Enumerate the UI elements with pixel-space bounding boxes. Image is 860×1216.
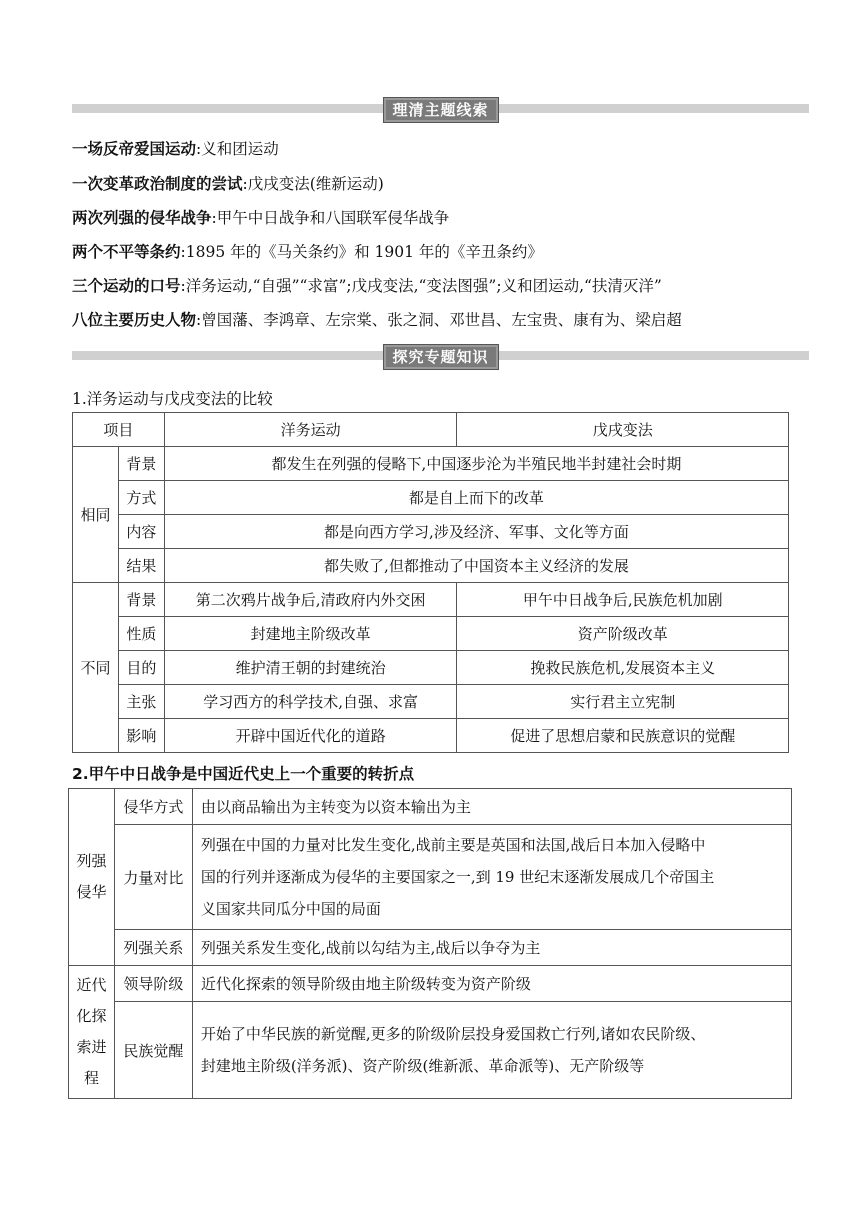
- merged-cell: 都失败了,但都推动了中国资本主义经济的发展: [164, 549, 788, 583]
- aspect-cell: 结果: [118, 549, 164, 583]
- diff-label: 不同: [73, 583, 119, 753]
- col1-cell: 封建地主阶级改革: [164, 617, 457, 651]
- group-label-line: 侵华: [76, 883, 107, 901]
- table-row: [69, 1002, 792, 1099]
- same-label: 相同: [73, 447, 119, 583]
- aspect-cell: 主张: [118, 685, 164, 719]
- clue-label: 三个运动的口号: [72, 277, 181, 295]
- table-row: [73, 549, 789, 583]
- content-line: 列强在中国的力量对比发生变化,战前主要是英国和法国,战后日本加入侵略中: [200, 836, 706, 854]
- clue-text: :甲午中日战争和八国联军侵华战争: [211, 209, 450, 227]
- col1-cell: 维护清王朝的封建统治: [164, 651, 457, 685]
- clue-label: 两个不平等条约: [72, 243, 181, 261]
- group-label-line: 化探: [76, 1007, 107, 1025]
- clue-line: [72, 206, 449, 228]
- table-row: [69, 930, 792, 966]
- clue-text: :曾国藩、李鸿章、左宗棠、张之洞、邓世昌、左宝贵、康有为、梁启超: [196, 311, 682, 329]
- col1-cell: 第二次鸦片战争后,清政府内外交困: [164, 583, 457, 617]
- content-cell: 列强关系发生变化,战前以勾结为主,战后以争夺为主: [192, 930, 791, 966]
- content-cell: 近代化探索的领导阶级由地主阶级转变为资产阶级: [192, 966, 791, 1002]
- clue-line: [72, 274, 662, 296]
- col2-cell: 促进了思想启蒙和民族意识的觉醒: [457, 719, 789, 753]
- clue-label: 一次变革政治制度的尝试: [72, 175, 243, 193]
- aspect-cell: 方式: [118, 481, 164, 515]
- group2-label: [69, 966, 115, 1099]
- table-row: [69, 789, 792, 825]
- aspect-cell: 目的: [118, 651, 164, 685]
- clue-label: 两次列强的侵华战争: [72, 209, 212, 227]
- col1-cell: 开辟中国近代化的道路: [164, 719, 457, 753]
- clue-text: :戊戌变法(维新运动): [242, 175, 384, 193]
- group1-label: [69, 789, 115, 966]
- table-row: [73, 719, 789, 753]
- merged-cell: 都是自上而下的改革: [164, 481, 788, 515]
- table-row: [73, 685, 789, 719]
- content-line: 义国家共同瓜分中国的局面: [200, 900, 381, 918]
- aspect-cell: 民族觉醒: [114, 1002, 192, 1099]
- aspect-cell: 侵华方式: [114, 789, 192, 825]
- section-banner-knowledge: [72, 344, 809, 368]
- clue-line: [72, 172, 384, 194]
- merged-cell: 都是向西方学习,涉及经济、军事、文化等方面: [164, 515, 788, 549]
- col1-cell: 学习西方的科学技术,自强、求富: [164, 685, 457, 719]
- clue-text: :洋务运动,“自强”“求富”;戊戌变法,“变法图强”;义和团运动,“扶清灭洋”: [180, 277, 662, 295]
- turning-point-heading: 2.甲午中日战争是中国近代史上一个重要的转折点: [72, 765, 415, 783]
- aspect-cell: 背景: [118, 447, 164, 481]
- header-item: 项目: [73, 413, 165, 447]
- turning-point-table: [68, 788, 792, 1099]
- section-title: 理清主题线索: [382, 97, 498, 123]
- group-label-line: 程: [83, 1069, 99, 1087]
- content-cell: 由以商品输出为主转变为以资本输出为主: [192, 789, 791, 825]
- content-line: 国的行列并逐渐成为侵华的主要国家之一,到 19 世纪末逐渐发展成几个帝国主: [200, 868, 715, 886]
- table-row: [73, 583, 789, 617]
- section-banner-clues: [72, 97, 809, 121]
- clue-line: [72, 308, 682, 330]
- section-title: 探究专题知识: [382, 344, 498, 370]
- content-cell: [192, 825, 791, 930]
- clue-text: :1895 年的《马关条约》和 1901 年的《辛丑条约》: [180, 243, 543, 261]
- aspect-cell: 背景: [118, 583, 164, 617]
- clue-line: [72, 137, 279, 159]
- table-row: [69, 966, 792, 1002]
- table-row: [73, 617, 789, 651]
- group-label-line: 近代: [76, 976, 107, 994]
- clue-label: 一场反帝爱国运动: [72, 140, 197, 158]
- clue-line: [72, 240, 543, 262]
- content-line: 封建地主阶级(洋务派)、资产阶级(维新派、革命派等)、无产阶级等: [200, 1057, 645, 1075]
- col2-cell: 挽救民族危机,发展资本主义: [457, 651, 789, 685]
- clue-label: 八位主要历史人物: [72, 311, 197, 329]
- col2-cell: 实行君主立宪制: [457, 685, 789, 719]
- table-row: [73, 515, 789, 549]
- col2-cell: 资产阶级改革: [457, 617, 789, 651]
- aspect-cell: 内容: [118, 515, 164, 549]
- aspect-cell: 领导阶级: [114, 966, 192, 1002]
- merged-cell: 都发生在列强的侵略下,中国逐步沦为半殖民地半封建社会时期: [164, 447, 788, 481]
- table-row: [69, 825, 792, 930]
- aspect-cell: 列强关系: [114, 930, 192, 966]
- group-label-line: 索进: [76, 1038, 107, 1056]
- table-header-row: [73, 413, 789, 447]
- aspect-cell: 性质: [118, 617, 164, 651]
- comparison-heading: 1.洋务运动与戊戌变法的比较: [72, 390, 273, 408]
- col2-cell: 甲午中日战争后,民族危机加剧: [457, 583, 789, 617]
- comparison-table: [72, 412, 789, 753]
- aspect-cell: 影响: [118, 719, 164, 753]
- table-row: [73, 651, 789, 685]
- content-cell: [192, 1002, 791, 1099]
- table-row: [73, 447, 789, 481]
- table-row: [73, 481, 789, 515]
- header-col1: 洋务运动: [164, 413, 457, 447]
- group-label-line: 列强: [76, 852, 107, 870]
- aspect-cell: 力量对比: [114, 825, 192, 930]
- content-line: 开始了中华民族的新觉醒,更多的阶级阶层投身爱国救亡行列,诸如农民阶级、: [200, 1025, 706, 1043]
- clue-text: :义和团运动: [196, 140, 279, 158]
- header-col2: 戊戌变法: [457, 413, 789, 447]
